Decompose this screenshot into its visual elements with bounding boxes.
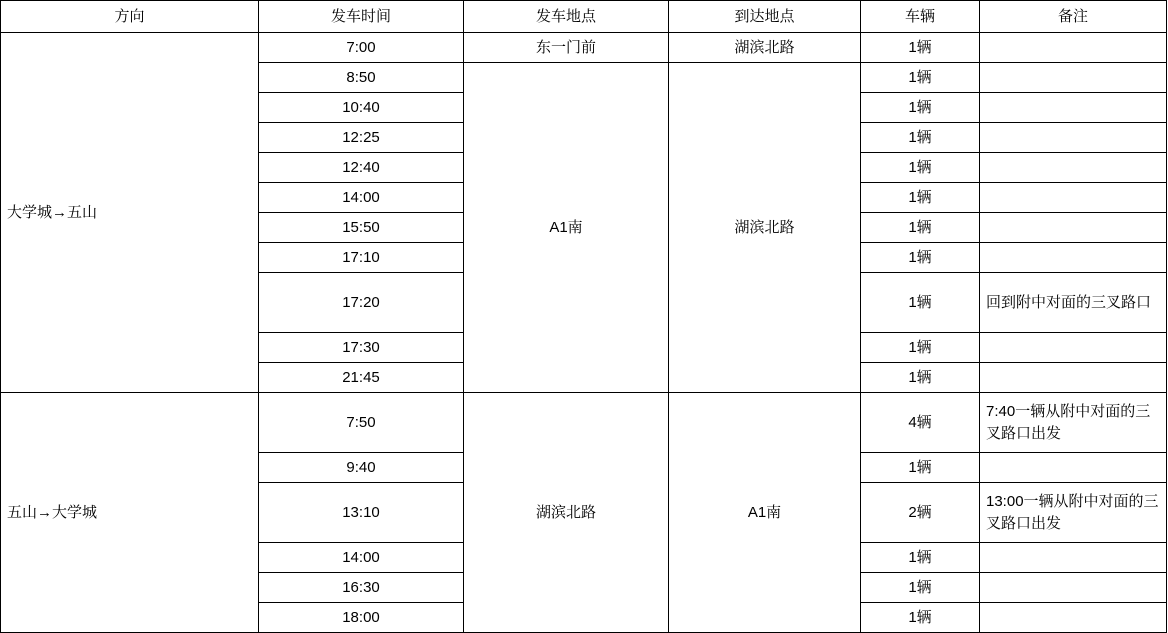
cell-remark: [980, 543, 1167, 573]
cell-vehicles: 1辆: [861, 183, 980, 213]
cell-vehicles: 1辆: [861, 153, 980, 183]
cell-remark: 7:40一辆从附中对面的三叉路口出发: [980, 393, 1167, 453]
cell-remark: 13:00一辆从附中对面的三叉路口出发: [980, 483, 1167, 543]
cell-time: 14:00: [259, 543, 464, 573]
cell-time: 13:10: [259, 483, 464, 543]
cell-remark: [980, 603, 1167, 633]
cell-time: 16:30: [259, 573, 464, 603]
cell-time: 15:50: [259, 213, 464, 243]
header-arrival-place: 到达地点: [669, 1, 861, 33]
cell-time: 17:20: [259, 273, 464, 333]
cell-direction-group-1: 大学城→五山: [1, 33, 259, 393]
cell-remark: [980, 333, 1167, 363]
cell-time: 7:00: [259, 33, 464, 63]
table-row: [1, 393, 1167, 453]
cell-remark: [980, 183, 1167, 213]
cell-arrival-place: 湖滨北路: [669, 33, 861, 63]
cell-vehicles: 1辆: [861, 333, 980, 363]
cell-remark: [980, 93, 1167, 123]
header-departure-place: 发车地点: [464, 1, 669, 33]
cell-time: 21:45: [259, 363, 464, 393]
cell-time: 17:10: [259, 243, 464, 273]
cell-vehicles: 1辆: [861, 213, 980, 243]
cell-time: 9:40: [259, 453, 464, 483]
table-row: [1, 33, 1167, 63]
cell-vehicles: 1辆: [861, 63, 980, 93]
cell-departure-place-merged: 湖滨北路: [464, 393, 669, 633]
cell-vehicles: 1辆: [861, 573, 980, 603]
cell-arrival-place-merged: A1南: [669, 393, 861, 633]
cell-remark: [980, 123, 1167, 153]
cell-vehicles: 2辆: [861, 483, 980, 543]
table-header-row: [1, 1, 1167, 33]
cell-remark: [980, 153, 1167, 183]
cell-departure-place-merged: A1南: [464, 63, 669, 393]
header-remarks: 备注: [980, 1, 1167, 33]
cell-vehicles: 1辆: [861, 363, 980, 393]
cell-vehicles: 1辆: [861, 453, 980, 483]
cell-departure-place: 东一门前: [464, 33, 669, 63]
cell-vehicles: 1辆: [861, 543, 980, 573]
header-vehicles: 车辆: [861, 1, 980, 33]
cell-vehicles: 1辆: [861, 273, 980, 333]
cell-time: 12:25: [259, 123, 464, 153]
cell-time: 10:40: [259, 93, 464, 123]
cell-remark: [980, 33, 1167, 63]
cell-time: 12:40: [259, 153, 464, 183]
cell-time: 7:50: [259, 393, 464, 453]
cell-vehicles: 1辆: [861, 123, 980, 153]
header-departure-time: 发车时间: [259, 1, 464, 33]
cell-vehicles: 1辆: [861, 33, 980, 63]
cell-direction-group-2: 五山→大学城: [1, 393, 259, 633]
cell-remark: [980, 453, 1167, 483]
cell-remark: [980, 63, 1167, 93]
header-direction: 方向: [1, 1, 259, 33]
cell-time: 17:30: [259, 333, 464, 363]
cell-time: 8:50: [259, 63, 464, 93]
cell-remark: [980, 363, 1167, 393]
cell-vehicles: 4辆: [861, 393, 980, 453]
cell-remark: 回到附中对面的三叉路口: [980, 273, 1167, 333]
cell-vehicles: 1辆: [861, 243, 980, 273]
cell-arrival-place-merged: 湖滨北路: [669, 63, 861, 393]
cell-time: 14:00: [259, 183, 464, 213]
cell-remark: [980, 213, 1167, 243]
cell-time: 18:00: [259, 603, 464, 633]
cell-vehicles: 1辆: [861, 93, 980, 123]
cell-remark: [980, 573, 1167, 603]
cell-remark: [980, 243, 1167, 273]
cell-vehicles: 1辆: [861, 603, 980, 633]
